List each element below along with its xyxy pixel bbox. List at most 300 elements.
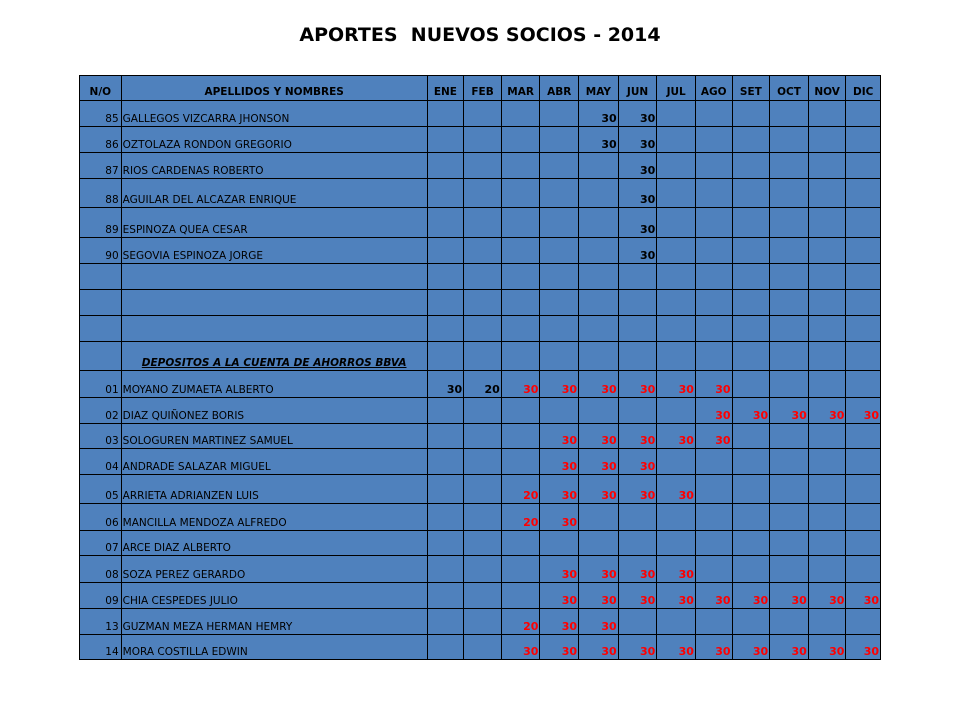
empty-cell bbox=[657, 290, 696, 316]
member-number: 85 bbox=[80, 101, 122, 127]
member-number: 04 bbox=[80, 449, 122, 475]
month-value-oct: 30 bbox=[770, 398, 809, 424]
month-value-nov bbox=[808, 208, 846, 238]
month-value-may bbox=[579, 504, 619, 531]
month-value-abr: 30 bbox=[540, 449, 579, 475]
month-value-oct: 30 bbox=[770, 635, 809, 660]
month-value-abr: 30 bbox=[540, 583, 579, 609]
member-name: SOZA PEREZ GERARDO bbox=[121, 556, 427, 583]
month-value-dic bbox=[846, 449, 881, 475]
month-value-dic bbox=[846, 127, 881, 153]
empty-cell bbox=[501, 342, 540, 371]
month-value-nov: 30 bbox=[808, 583, 846, 609]
month-value-jul bbox=[657, 609, 696, 635]
month-value-ago bbox=[695, 238, 732, 264]
member-number: 03 bbox=[80, 424, 122, 449]
member-name: SOLOGUREN MARTINEZ SAMUEL bbox=[121, 424, 427, 449]
column-header: JUL bbox=[657, 76, 696, 101]
month-value-set bbox=[732, 424, 770, 449]
column-header: OCT bbox=[770, 76, 809, 101]
month-value-abr bbox=[540, 179, 579, 208]
month-value-may: 30 bbox=[579, 127, 619, 153]
month-value-abr bbox=[540, 531, 579, 556]
empty-cell bbox=[618, 316, 657, 342]
month-value-abr bbox=[540, 208, 579, 238]
month-value-jun: 30 bbox=[618, 179, 657, 208]
month-value-jun: 30 bbox=[618, 153, 657, 179]
month-value-ago bbox=[695, 449, 732, 475]
month-value-set bbox=[732, 475, 770, 504]
empty-cell bbox=[770, 264, 809, 290]
month-value-dic bbox=[846, 556, 881, 583]
empty-cell bbox=[695, 342, 732, 371]
empty-cell bbox=[579, 264, 619, 290]
empty-cell bbox=[540, 316, 579, 342]
month-value-dic bbox=[846, 424, 881, 449]
month-value-ago bbox=[695, 179, 732, 208]
table-row bbox=[80, 531, 881, 556]
column-header: FEB bbox=[464, 76, 502, 101]
empty-cell bbox=[732, 264, 770, 290]
member-name: ARCE DIAZ ALBERTO bbox=[121, 531, 427, 556]
column-header: NOV bbox=[808, 76, 846, 101]
month-value-may: 30 bbox=[579, 101, 619, 127]
month-value-may: 30 bbox=[579, 635, 619, 660]
month-value-nov bbox=[808, 556, 846, 583]
month-value-jul: 30 bbox=[657, 635, 696, 660]
month-value-oct bbox=[770, 504, 809, 531]
member-name: ARRIETA ADRIANZEN LUIS bbox=[121, 475, 427, 504]
month-value-jun bbox=[618, 609, 657, 635]
month-value-mar bbox=[501, 556, 540, 583]
member-name: MANCILLA MENDOZA ALFREDO bbox=[121, 504, 427, 531]
table-row bbox=[80, 127, 881, 153]
month-value-ago: 30 bbox=[695, 398, 732, 424]
empty-cell bbox=[770, 316, 809, 342]
month-value-ene bbox=[427, 583, 464, 609]
empty-cell bbox=[695, 316, 732, 342]
empty-cell bbox=[121, 316, 427, 342]
member-number: 02 bbox=[80, 398, 122, 424]
month-value-abr: 30 bbox=[540, 424, 579, 449]
empty-cell bbox=[732, 290, 770, 316]
blank-row bbox=[80, 316, 881, 342]
month-value-jul bbox=[657, 208, 696, 238]
month-value-ene bbox=[427, 208, 464, 238]
month-value-ago: 30 bbox=[695, 635, 732, 660]
month-value-ene bbox=[427, 635, 464, 660]
empty-cell bbox=[80, 316, 122, 342]
month-value-nov bbox=[808, 449, 846, 475]
month-value-set bbox=[732, 449, 770, 475]
table-row bbox=[80, 424, 881, 449]
month-value-nov bbox=[808, 127, 846, 153]
month-value-set bbox=[732, 504, 770, 531]
empty-cell bbox=[695, 264, 732, 290]
month-value-ene bbox=[427, 504, 464, 531]
month-value-oct bbox=[770, 475, 809, 504]
month-value-dic: 30 bbox=[846, 583, 881, 609]
month-value-oct bbox=[770, 101, 809, 127]
empty-cell bbox=[80, 342, 122, 371]
month-value-nov bbox=[808, 179, 846, 208]
month-value-mar bbox=[501, 238, 540, 264]
month-value-oct bbox=[770, 449, 809, 475]
month-value-may bbox=[579, 398, 619, 424]
member-number: 89 bbox=[80, 208, 122, 238]
month-value-jun: 30 bbox=[618, 449, 657, 475]
member-number: 06 bbox=[80, 504, 122, 531]
empty-cell bbox=[579, 316, 619, 342]
month-value-oct bbox=[770, 179, 809, 208]
month-value-mar bbox=[501, 531, 540, 556]
month-value-may bbox=[579, 179, 619, 208]
month-value-jun: 30 bbox=[618, 424, 657, 449]
month-value-jul bbox=[657, 449, 696, 475]
month-value-ene bbox=[427, 556, 464, 583]
month-value-ago: 30 bbox=[695, 424, 732, 449]
month-value-oct bbox=[770, 424, 809, 449]
month-value-may: 30 bbox=[579, 449, 619, 475]
month-value-ene bbox=[427, 475, 464, 504]
table-row bbox=[80, 238, 881, 264]
month-value-mar bbox=[501, 208, 540, 238]
month-value-set bbox=[732, 127, 770, 153]
section-row bbox=[80, 342, 881, 371]
empty-cell bbox=[579, 342, 619, 371]
month-value-set bbox=[732, 609, 770, 635]
month-value-ene bbox=[427, 609, 464, 635]
month-value-jun bbox=[618, 531, 657, 556]
table-row bbox=[80, 635, 881, 660]
month-value-mar: 20 bbox=[501, 475, 540, 504]
month-value-jun bbox=[618, 398, 657, 424]
empty-cell bbox=[464, 342, 502, 371]
column-header: ABR bbox=[540, 76, 579, 101]
empty-cell bbox=[808, 342, 846, 371]
month-value-dic bbox=[846, 101, 881, 127]
month-value-oct bbox=[770, 208, 809, 238]
month-value-mar bbox=[501, 101, 540, 127]
empty-cell bbox=[464, 290, 502, 316]
blank-row bbox=[80, 264, 881, 290]
month-value-nov: 30 bbox=[808, 635, 846, 660]
month-value-jun bbox=[618, 504, 657, 531]
empty-cell bbox=[427, 342, 464, 371]
month-value-mar: 30 bbox=[501, 635, 540, 660]
month-value-feb bbox=[464, 179, 502, 208]
month-value-feb bbox=[464, 475, 502, 504]
month-value-ene bbox=[427, 153, 464, 179]
empty-cell bbox=[808, 290, 846, 316]
empty-cell bbox=[464, 264, 502, 290]
empty-cell bbox=[121, 264, 427, 290]
month-value-nov bbox=[808, 531, 846, 556]
month-value-feb bbox=[464, 583, 502, 609]
empty-cell bbox=[540, 264, 579, 290]
table-row bbox=[80, 398, 881, 424]
month-value-dic: 30 bbox=[846, 398, 881, 424]
month-value-abr: 30 bbox=[540, 504, 579, 531]
column-header: DIC bbox=[846, 76, 881, 101]
month-value-nov bbox=[808, 371, 846, 398]
empty-cell bbox=[579, 290, 619, 316]
member-number: 08 bbox=[80, 556, 122, 583]
month-value-mar bbox=[501, 449, 540, 475]
empty-cell bbox=[846, 316, 881, 342]
month-value-jul: 30 bbox=[657, 371, 696, 398]
month-value-ago bbox=[695, 504, 732, 531]
month-value-nov bbox=[808, 609, 846, 635]
empty-cell bbox=[427, 316, 464, 342]
month-value-nov: 30 bbox=[808, 398, 846, 424]
month-value-set: 30 bbox=[732, 635, 770, 660]
month-value-may bbox=[579, 153, 619, 179]
table-row bbox=[80, 153, 881, 179]
month-value-ago bbox=[695, 531, 732, 556]
table-row bbox=[80, 208, 881, 238]
empty-cell bbox=[121, 290, 427, 316]
member-name: GUZMAN MEZA HERMAN HEMRY bbox=[121, 609, 427, 635]
blank-row bbox=[80, 290, 881, 316]
month-value-jul bbox=[657, 238, 696, 264]
empty-cell bbox=[540, 290, 579, 316]
month-value-dic bbox=[846, 238, 881, 264]
month-value-jul: 30 bbox=[657, 556, 696, 583]
month-value-feb bbox=[464, 504, 502, 531]
month-value-dic bbox=[846, 609, 881, 635]
month-value-may: 30 bbox=[579, 371, 619, 398]
empty-cell bbox=[501, 264, 540, 290]
month-value-ene bbox=[427, 449, 464, 475]
member-number: 07 bbox=[80, 531, 122, 556]
month-value-feb bbox=[464, 398, 502, 424]
empty-cell bbox=[808, 316, 846, 342]
month-value-feb bbox=[464, 531, 502, 556]
empty-cell bbox=[80, 290, 122, 316]
member-number: 90 bbox=[80, 238, 122, 264]
column-header: N/O bbox=[80, 76, 122, 101]
month-value-mar bbox=[501, 127, 540, 153]
month-value-ene bbox=[427, 531, 464, 556]
column-header: ENE bbox=[427, 76, 464, 101]
month-value-abr bbox=[540, 398, 579, 424]
header-row bbox=[80, 76, 881, 101]
month-value-set bbox=[732, 208, 770, 238]
month-value-set: 30 bbox=[732, 398, 770, 424]
empty-cell bbox=[846, 342, 881, 371]
month-value-feb bbox=[464, 101, 502, 127]
month-value-jun: 30 bbox=[618, 101, 657, 127]
month-value-oct bbox=[770, 127, 809, 153]
month-value-jun: 30 bbox=[618, 635, 657, 660]
month-value-jul bbox=[657, 398, 696, 424]
month-value-mar bbox=[501, 424, 540, 449]
month-value-jun: 30 bbox=[618, 371, 657, 398]
month-value-ene bbox=[427, 179, 464, 208]
month-value-ago bbox=[695, 556, 732, 583]
month-value-jun: 30 bbox=[618, 556, 657, 583]
empty-cell bbox=[80, 264, 122, 290]
month-value-may bbox=[579, 238, 619, 264]
month-value-feb bbox=[464, 635, 502, 660]
month-value-feb bbox=[464, 424, 502, 449]
month-value-abr: 30 bbox=[540, 635, 579, 660]
month-value-jul bbox=[657, 127, 696, 153]
month-value-jun: 30 bbox=[618, 583, 657, 609]
month-value-oct: 30 bbox=[770, 583, 809, 609]
month-value-ago bbox=[695, 475, 732, 504]
member-name: DIAZ QUIÑONEZ BORIS bbox=[121, 398, 427, 424]
member-number: 86 bbox=[80, 127, 122, 153]
member-name: MOYANO ZUMAETA ALBERTO bbox=[121, 371, 427, 398]
month-value-may: 30 bbox=[579, 475, 619, 504]
empty-cell bbox=[427, 290, 464, 316]
month-value-mar: 30 bbox=[501, 371, 540, 398]
month-value-feb bbox=[464, 238, 502, 264]
month-value-ene bbox=[427, 398, 464, 424]
empty-cell bbox=[695, 290, 732, 316]
month-value-set bbox=[732, 179, 770, 208]
month-value-jun: 30 bbox=[618, 127, 657, 153]
month-value-oct bbox=[770, 371, 809, 398]
member-name: ANDRADE SALAZAR MIGUEL bbox=[121, 449, 427, 475]
month-value-nov bbox=[808, 153, 846, 179]
month-value-ene bbox=[427, 238, 464, 264]
month-value-dic bbox=[846, 531, 881, 556]
month-value-mar bbox=[501, 153, 540, 179]
month-value-jun: 30 bbox=[618, 238, 657, 264]
empty-cell bbox=[501, 290, 540, 316]
month-value-dic bbox=[846, 153, 881, 179]
month-value-set bbox=[732, 153, 770, 179]
month-value-abr: 30 bbox=[540, 371, 579, 398]
month-value-dic bbox=[846, 371, 881, 398]
empty-cell bbox=[732, 342, 770, 371]
table-row bbox=[80, 179, 881, 208]
month-value-set bbox=[732, 101, 770, 127]
month-value-nov bbox=[808, 475, 846, 504]
table-row bbox=[80, 609, 881, 635]
member-number: 13 bbox=[80, 609, 122, 635]
empty-cell bbox=[657, 342, 696, 371]
month-value-nov bbox=[808, 238, 846, 264]
month-value-ago: 30 bbox=[695, 371, 732, 398]
month-value-abr bbox=[540, 101, 579, 127]
table-row bbox=[80, 101, 881, 127]
empty-cell bbox=[770, 290, 809, 316]
month-value-mar bbox=[501, 398, 540, 424]
month-value-dic: 30 bbox=[846, 635, 881, 660]
month-value-abr bbox=[540, 238, 579, 264]
column-header: JUN bbox=[618, 76, 657, 101]
empty-cell bbox=[618, 290, 657, 316]
month-value-ago: 30 bbox=[695, 583, 732, 609]
month-value-oct bbox=[770, 238, 809, 264]
empty-cell bbox=[808, 264, 846, 290]
table-row bbox=[80, 583, 881, 609]
table-row bbox=[80, 449, 881, 475]
month-value-abr bbox=[540, 153, 579, 179]
month-value-jul bbox=[657, 153, 696, 179]
empty-cell bbox=[618, 264, 657, 290]
month-value-dic bbox=[846, 208, 881, 238]
member-number: 01 bbox=[80, 371, 122, 398]
month-value-jul bbox=[657, 531, 696, 556]
month-value-mar: 20 bbox=[501, 609, 540, 635]
column-header: AGO bbox=[695, 76, 732, 101]
month-value-set bbox=[732, 531, 770, 556]
empty-cell bbox=[770, 342, 809, 371]
month-value-ago bbox=[695, 153, 732, 179]
empty-cell bbox=[464, 316, 502, 342]
empty-cell bbox=[540, 342, 579, 371]
member-name: ESPINOZA QUEA CESAR bbox=[121, 208, 427, 238]
member-number: 88 bbox=[80, 179, 122, 208]
empty-cell bbox=[657, 316, 696, 342]
month-value-ene: 30 bbox=[427, 371, 464, 398]
month-value-jul: 30 bbox=[657, 475, 696, 504]
empty-cell bbox=[427, 264, 464, 290]
month-value-mar bbox=[501, 179, 540, 208]
month-value-mar: 20 bbox=[501, 504, 540, 531]
member-name: GALLEGOS VIZCARRA JHONSON bbox=[121, 101, 427, 127]
column-header: MAY bbox=[579, 76, 619, 101]
column-header: APELLIDOS Y NOMBRES bbox=[121, 76, 427, 101]
member-name: OZTOLAZA RONDON GREGORIO bbox=[121, 127, 427, 153]
empty-cell bbox=[657, 264, 696, 290]
month-value-set bbox=[732, 371, 770, 398]
month-value-dic bbox=[846, 504, 881, 531]
month-value-ene bbox=[427, 424, 464, 449]
empty-cell bbox=[501, 316, 540, 342]
month-value-jul: 30 bbox=[657, 583, 696, 609]
month-value-feb bbox=[464, 153, 502, 179]
month-value-abr bbox=[540, 127, 579, 153]
month-value-may bbox=[579, 531, 619, 556]
member-name: RIOS CARDENAS ROBERTO bbox=[121, 153, 427, 179]
month-value-nov bbox=[808, 504, 846, 531]
member-number: 09 bbox=[80, 583, 122, 609]
month-value-oct bbox=[770, 153, 809, 179]
month-value-jul bbox=[657, 179, 696, 208]
member-number: 87 bbox=[80, 153, 122, 179]
table-row bbox=[80, 556, 881, 583]
month-value-abr: 30 bbox=[540, 475, 579, 504]
month-value-ene bbox=[427, 127, 464, 153]
month-value-ago bbox=[695, 127, 732, 153]
month-value-nov bbox=[808, 101, 846, 127]
member-number: 14 bbox=[80, 635, 122, 660]
empty-cell bbox=[618, 342, 657, 371]
month-value-may: 30 bbox=[579, 424, 619, 449]
month-value-ene bbox=[427, 101, 464, 127]
month-value-ago bbox=[695, 208, 732, 238]
member-name: MORA COSTILLA EDWIN bbox=[121, 635, 427, 660]
month-value-may: 30 bbox=[579, 609, 619, 635]
month-value-feb bbox=[464, 208, 502, 238]
month-value-set bbox=[732, 556, 770, 583]
contributions-table bbox=[79, 75, 881, 660]
month-value-set: 30 bbox=[732, 583, 770, 609]
month-value-oct bbox=[770, 609, 809, 635]
month-value-dic bbox=[846, 475, 881, 504]
month-value-dic bbox=[846, 179, 881, 208]
month-value-feb bbox=[464, 127, 502, 153]
table-row bbox=[80, 475, 881, 504]
member-name: CHIA CESPEDES JULIO bbox=[121, 583, 427, 609]
month-value-jun: 30 bbox=[618, 208, 657, 238]
